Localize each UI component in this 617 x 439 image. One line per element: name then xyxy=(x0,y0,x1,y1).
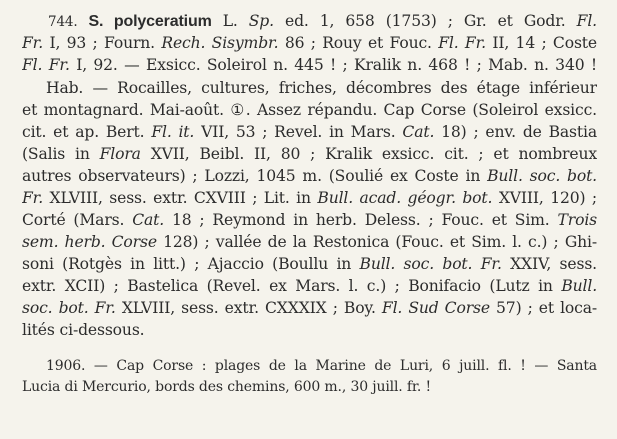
hab-line-1: Hab. — Rocailles, cultures, friches, décombres des étage inférieur xyxy=(46,79,597,97)
text: extr. XCII) ; Bastelica (Revel. ex Mars. l. c.) ; Bonifacio (Lutz in xyxy=(22,277,553,295)
citation-text: ed. 1, 658 (1753) ; Gr. et Godr. xyxy=(284,12,566,30)
text: autres observateurs) ; Lozzi, 1045 m. (Soulié ex Coste in xyxy=(22,167,481,185)
citation-italic: Bull. acad. géogr. bot. xyxy=(317,189,493,207)
text: 57) ; et loca- xyxy=(496,299,597,317)
entry-line-2 xyxy=(22,33,597,53)
citation-italic: Sp. xyxy=(248,12,274,30)
text: . Assez répandu. Cap Corse (Soleirol exsicc. xyxy=(245,101,597,119)
citation-italic: Bull. xyxy=(561,277,597,295)
hab-line-8 xyxy=(22,232,597,252)
text: XLVIII, sess. extr. CXXXIX ; Boy. xyxy=(121,299,376,317)
citation-italic: Fl. Fr. xyxy=(22,56,70,74)
citation-italic: Bull. soc. bot. xyxy=(487,167,597,185)
text: XVII, Beibl. II, 80 ; Kralik exsicc. cit. ; et nombreux xyxy=(150,145,597,163)
text: XLVIII, sess. extr. CXVIII ; Lit. in xyxy=(49,189,311,207)
entry-number: 744. xyxy=(48,14,78,30)
hab-line-9 xyxy=(22,254,597,274)
hab-line-11 xyxy=(22,298,597,318)
hab-line-2 xyxy=(22,100,597,120)
citation-italic: Fl. Fr. xyxy=(438,34,486,52)
citation-text: I, 92. — Exsicc. Soleirol n. 445 ! ; Kralik n. 468 ! ; Mab. n. 340 ! xyxy=(76,56,597,74)
citation-italic: Fl. it. xyxy=(151,123,195,141)
citation-text: II, 14 ; Coste xyxy=(492,34,597,52)
citation-italic: Fl. Sud Corse xyxy=(381,299,490,317)
text: 18 ; Reymond in herb. Deless. ; Fouc. et Sim. xyxy=(171,211,550,229)
citation-italic: Fr. xyxy=(22,34,44,52)
citation-italic: Fl. xyxy=(576,12,597,30)
text: 128) ; vallée de la Restonica (Fouc. et Sim. l. c.) ; Ghi- xyxy=(163,233,597,251)
hab-line-4 xyxy=(22,144,597,164)
citation-italic: Trois xyxy=(557,211,597,229)
citation-italic: Cat. xyxy=(132,211,165,229)
text: soni (Rotgès in litt.) ; Ajaccio (Boullu in xyxy=(22,255,352,273)
hab-line-5 xyxy=(22,166,597,186)
hab-line-6 xyxy=(22,188,597,208)
note-line-1: 1906. — Cap Corse : plages de la Marine de Luri, 6 juill. fl. ! — Santa xyxy=(46,358,597,374)
citation-text: I, 93 ; Fourn. xyxy=(49,34,155,52)
text: 18) ; env. de Bastia xyxy=(441,123,597,141)
citation-italic: Flora xyxy=(99,145,141,163)
text: VII, 53 ; Revel. in Mars. xyxy=(201,123,396,141)
citation-italic: soc. bot. Fr. xyxy=(22,299,116,317)
entry-line-1 xyxy=(48,11,597,32)
citation-italic: Bull. soc. bot. Fr. xyxy=(359,255,502,273)
hab-line-3 xyxy=(22,122,597,142)
text: (Salis in xyxy=(22,145,90,163)
hab-line-7 xyxy=(22,210,597,230)
annual-symbol-icon: ① xyxy=(230,101,246,119)
text: Corté (Mars. xyxy=(22,211,125,229)
citation-italic: Cat. xyxy=(402,123,435,141)
author-text: L. xyxy=(222,12,238,30)
citation-text: 86 ; Rouy et Fouc. xyxy=(284,34,432,52)
citation-italic: Fr. xyxy=(22,189,44,207)
citation-italic: Rech. Sisymbr. xyxy=(161,34,279,52)
entry-line-3 xyxy=(22,55,597,75)
text: XXIV, sess. xyxy=(510,255,597,273)
hab-line-12: lités ci-dessous. xyxy=(22,321,145,339)
species-name: S. polyceratium xyxy=(88,13,212,30)
note-line-2: Lucia di Mercurio, bords des chemins, 600 m., 30 juill. fr. ! xyxy=(22,379,432,395)
hab-line-10 xyxy=(22,276,597,296)
text: XVIII, 120) ; xyxy=(498,189,597,207)
citation-italic: sem. herb. Corse xyxy=(22,233,157,251)
text: et montagnard. Mai-août. xyxy=(22,101,224,119)
text: cit. et ap. Bert. xyxy=(22,123,145,141)
